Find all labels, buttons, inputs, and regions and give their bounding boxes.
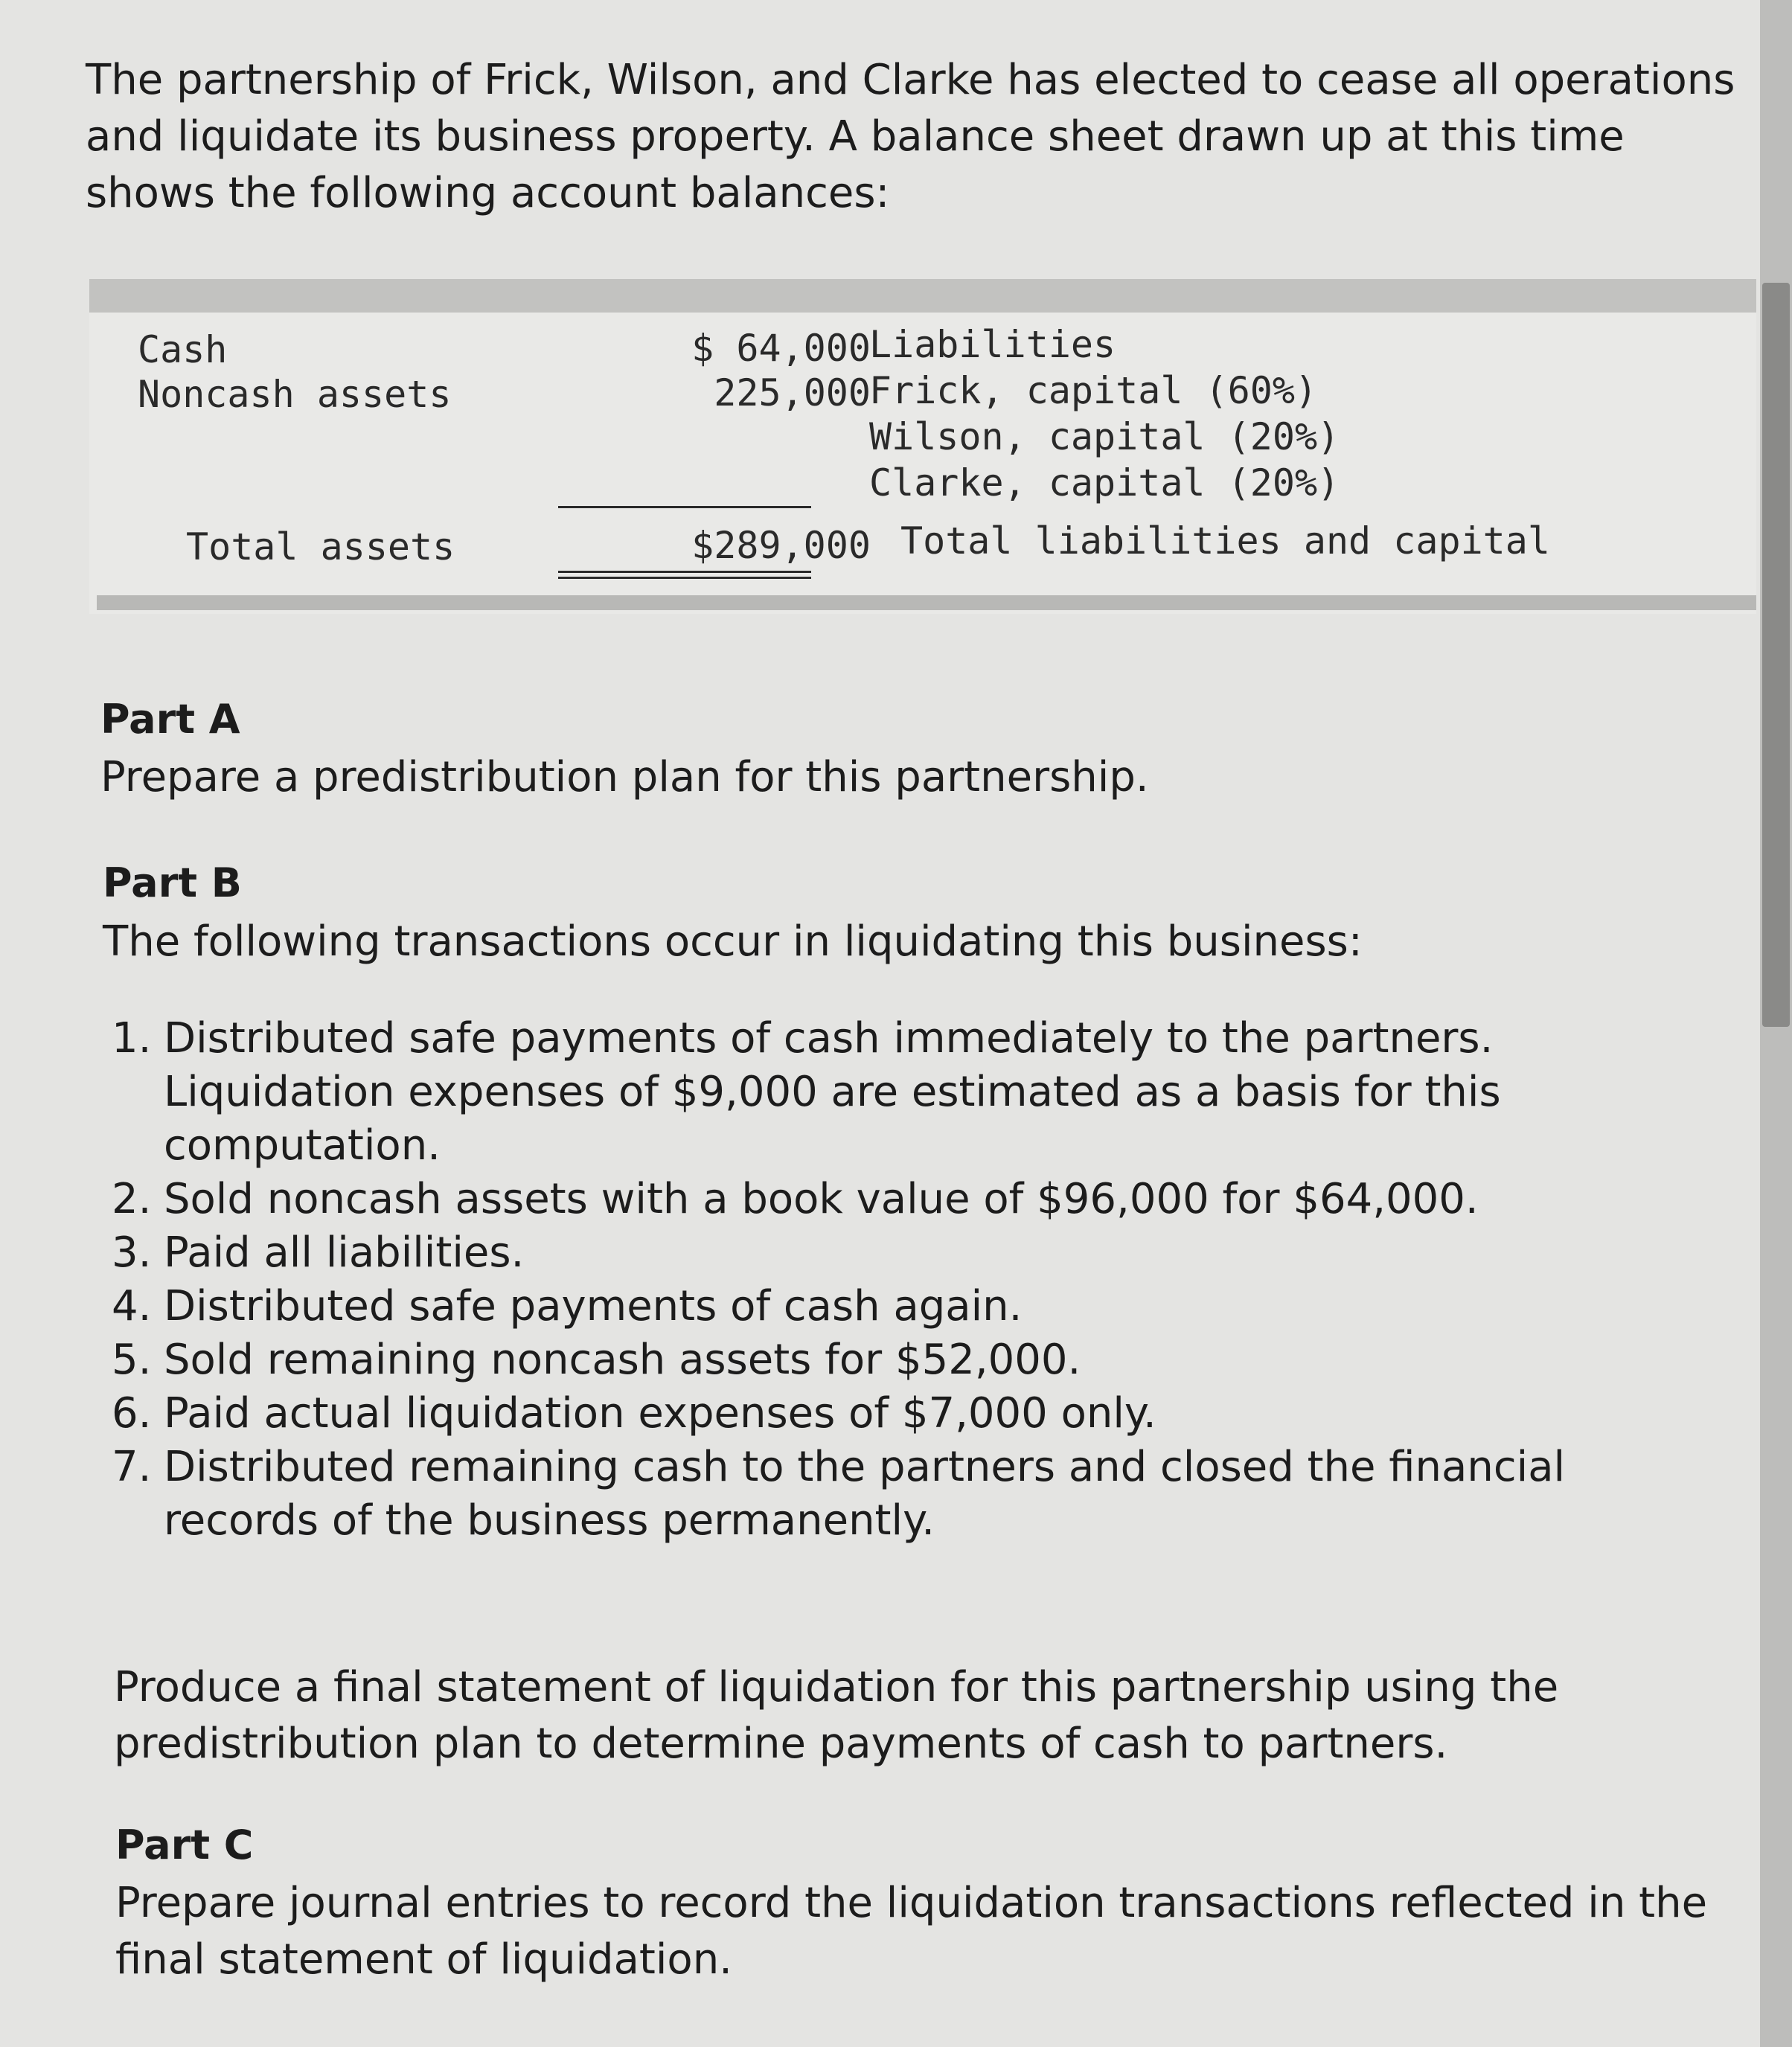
asset-label-cash: Cash <box>138 328 228 371</box>
part-b-heading: Part B <box>103 859 242 906</box>
asset-label-noncash: Noncash assets <box>138 373 452 416</box>
balance-sheet-bottom-bar <box>97 595 1756 610</box>
total-assets-value: $289,000 <box>691 524 871 567</box>
total-assets-label: Total assets <box>186 525 455 568</box>
total-double-rule-top <box>558 571 811 573</box>
list-item: 5. Sold remaining noncash assets for $52,000. <box>112 1336 1081 1384</box>
part-c-heading: Part C <box>115 1822 254 1868</box>
transaction-list <box>112 1012 1674 1548</box>
total-double-rule-bottom <box>558 577 811 579</box>
list-item: 3. Paid all liabilities. <box>112 1228 525 1277</box>
part-c-text: Prepare journal entries to record the liquidation transactions reflected in the final statement of liquidation. <box>115 1879 1708 1984</box>
part-b-closing-text: Produce a final statement of liquidation for this partnership using the predistribution plan to determine payments of cash to partners. <box>114 1663 1559 1768</box>
asset-value-cash: $ 64,000 <box>691 327 871 370</box>
liability-line-liabilities: Liabilities <box>869 323 1116 366</box>
liability-line-wilson: Wilson, capital (20%) <box>869 415 1340 458</box>
liability-line-clarke: Clarke, capital (20%) <box>869 461 1340 504</box>
list-item: 2. Sold noncash assets with a book value of $96,000 for $64,000. <box>112 1175 1479 1223</box>
list-item: 7. Distributed remaining cash to the partners and closed the financial records of the business permanently. <box>112 1443 1566 1545</box>
part-b-text: The following transactions occur in liquidating this business: <box>103 917 1363 966</box>
balance-sheet <box>89 279 1756 614</box>
asset-value-noncash: 225,000 <box>714 371 871 414</box>
liability-line-frick: Frick, capital (60%) <box>869 369 1318 412</box>
part-a-text: Prepare a predistribution plan for this partnership. <box>100 753 1149 801</box>
balance-sheet-top-bar <box>89 279 1756 313</box>
list-item: 4. Distributed safe payments of cash again. <box>112 1282 1023 1330</box>
list-item: 1. Distributed safe payments of cash immediately to the partners. Liquidation expenses of $9,000 are estimated as a basis for this computation. <box>112 1014 1501 1170</box>
intro-paragraph: The partnership of Frick, Wilson, and Clarke has elected to cease all operations and liquidate its business property. A balance sheet drawn up at this time shows the following account balances: <box>86 56 1735 217</box>
scrollbar-thumb[interactable] <box>1762 283 1790 1027</box>
part-a-heading: Part A <box>100 696 240 743</box>
subtotal-rule <box>558 506 811 508</box>
total-liabilities-label: Total liabilities and capital <box>900 519 1550 563</box>
list-item: 6. Paid actual liquidation expenses of $7,000 only. <box>112 1389 1156 1438</box>
